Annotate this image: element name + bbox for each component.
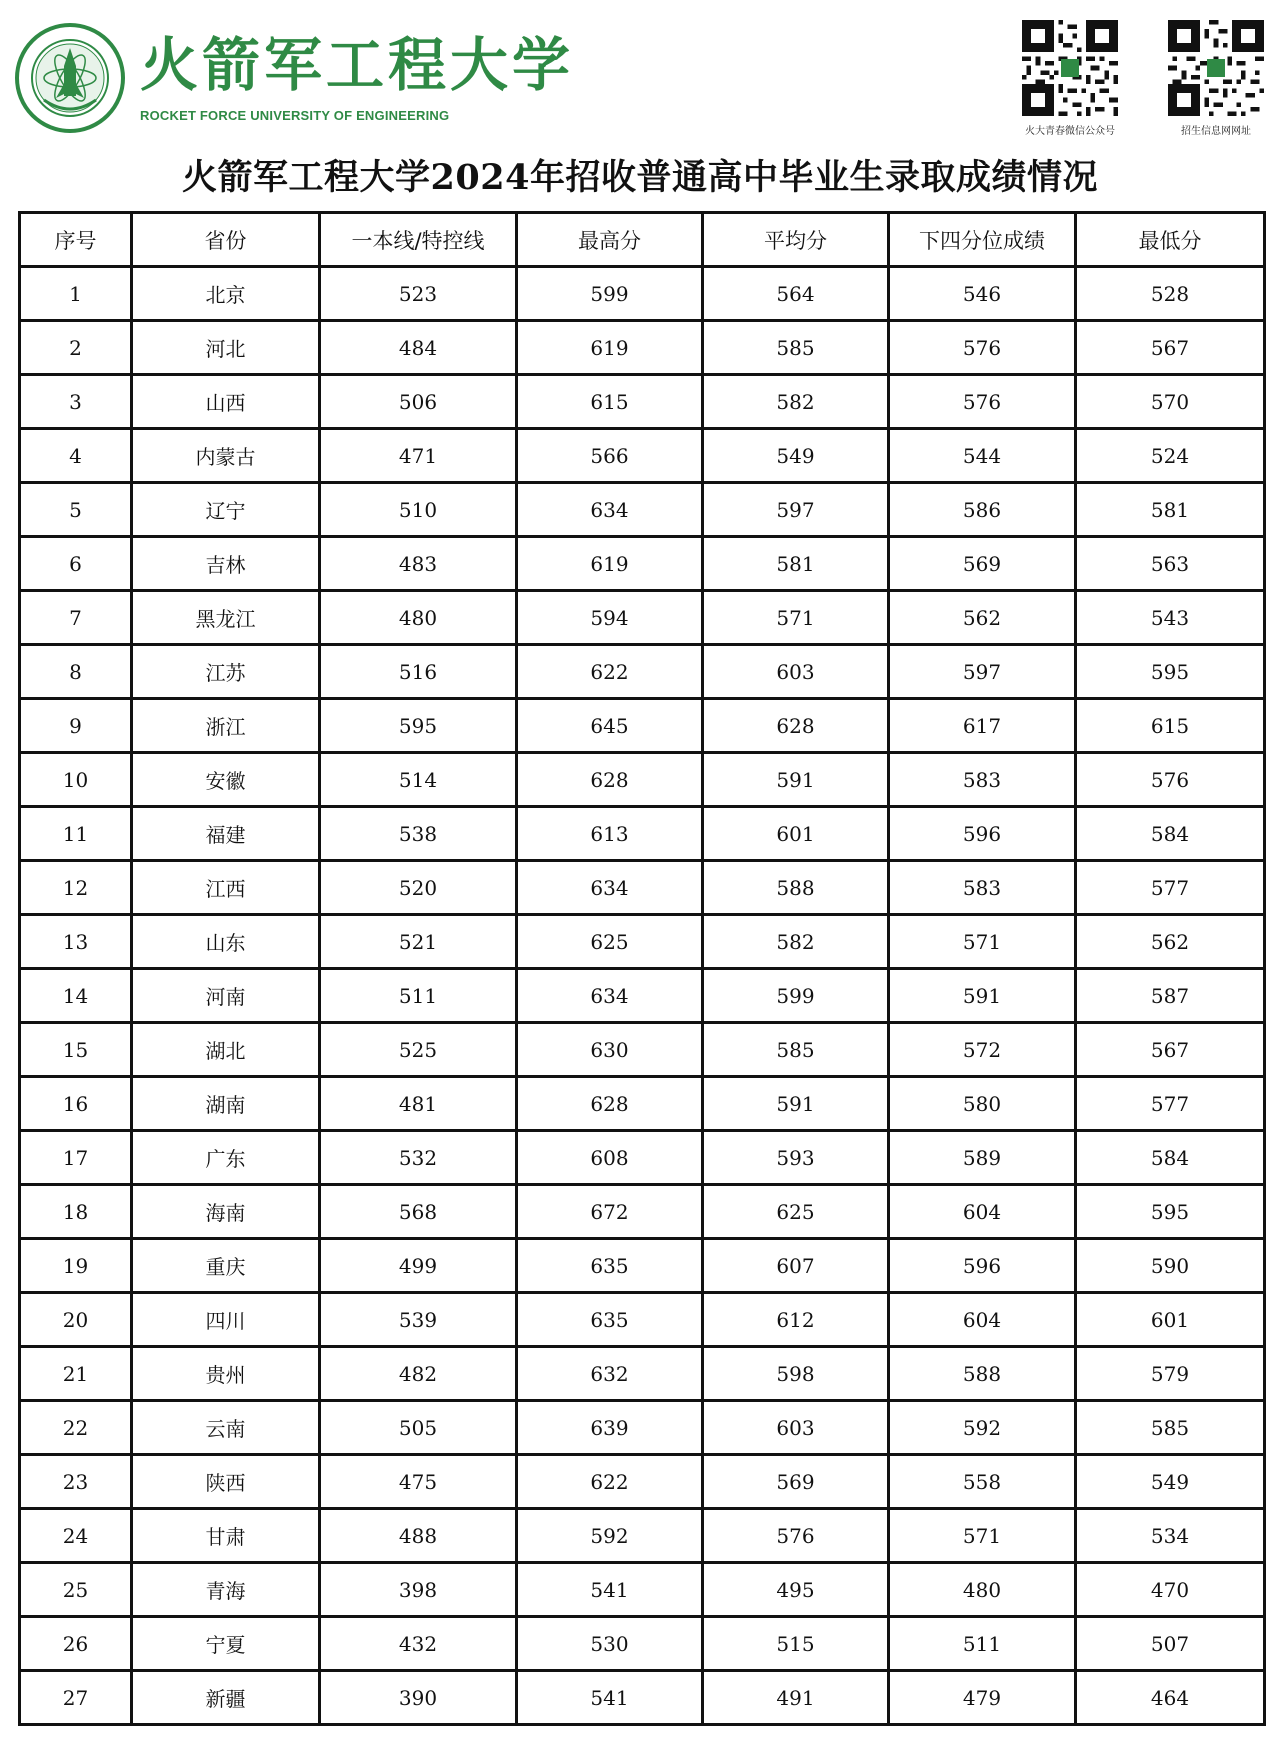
cell-min-score: 507 — [1076, 1617, 1265, 1671]
cell-avg-score: 597 — [703, 483, 889, 537]
cell-avg-score: 581 — [703, 537, 889, 591]
cell-avg-score: 598 — [703, 1347, 889, 1401]
table-row — [20, 1455, 1265, 1509]
cell-province: 安徽 — [132, 753, 320, 807]
cell-index: 10 — [20, 753, 132, 807]
cell-tier-one-line: 398 — [320, 1563, 517, 1617]
cell-province: 河北 — [132, 321, 320, 375]
cell-max-score: 622 — [517, 1455, 703, 1509]
cell-province: 陕西 — [132, 1455, 320, 1509]
cell-max-score: 541 — [517, 1671, 703, 1725]
university-seal-icon — [14, 22, 126, 134]
cell-tier-one-line: 523 — [320, 267, 517, 321]
cell-min-score: 587 — [1076, 969, 1265, 1023]
cell-province: 贵州 — [132, 1347, 320, 1401]
cell-index: 22 — [20, 1401, 132, 1455]
cell-province: 甘肃 — [132, 1509, 320, 1563]
cell-max-score: 628 — [517, 753, 703, 807]
cell-avg-score: 515 — [703, 1617, 889, 1671]
cell-max-score: 634 — [517, 483, 703, 537]
cell-tier-one-line: 506 — [320, 375, 517, 429]
qr-website-block — [1166, 20, 1266, 137]
cell-min-score: 570 — [1076, 375, 1265, 429]
cell-min-score: 543 — [1076, 591, 1265, 645]
column-header: 下四分位成绩 — [889, 213, 1076, 267]
cell-province: 重庆 — [132, 1239, 320, 1293]
qr-wechat-block — [1020, 20, 1120, 137]
cell-max-score: 541 — [517, 1563, 703, 1617]
cell-avg-score: 491 — [703, 1671, 889, 1725]
cell-tier-one-line: 511 — [320, 969, 517, 1023]
cell-min-score: 563 — [1076, 537, 1265, 591]
cell-province: 海南 — [132, 1185, 320, 1239]
cell-lower-quartile: 571 — [889, 1509, 1076, 1563]
cell-province: 黑龙江 — [132, 591, 320, 645]
table-row — [20, 1563, 1265, 1617]
cell-index: 27 — [20, 1671, 132, 1725]
school-name: 火箭军工程大学 — [140, 31, 575, 99]
cell-min-score: 464 — [1076, 1671, 1265, 1725]
cell-lower-quartile: 604 — [889, 1185, 1076, 1239]
cell-index: 23 — [20, 1455, 132, 1509]
cell-index: 26 — [20, 1617, 132, 1671]
table-row — [20, 429, 1265, 483]
cell-lower-quartile: 591 — [889, 969, 1076, 1023]
table-row — [20, 321, 1265, 375]
cell-lower-quartile: 546 — [889, 267, 1076, 321]
table-row — [20, 267, 1265, 321]
column-header: 最低分 — [1076, 213, 1265, 267]
cell-province: 江苏 — [132, 645, 320, 699]
cell-lower-quartile: 569 — [889, 537, 1076, 591]
cell-lower-quartile: 589 — [889, 1131, 1076, 1185]
cell-tier-one-line: 483 — [320, 537, 517, 591]
cell-lower-quartile: 571 — [889, 915, 1076, 969]
table-row — [20, 1131, 1265, 1185]
cell-tier-one-line: 475 — [320, 1455, 517, 1509]
cell-max-score: 635 — [517, 1293, 703, 1347]
table-row — [20, 969, 1265, 1023]
cell-avg-score: 607 — [703, 1239, 889, 1293]
cell-max-score: 622 — [517, 645, 703, 699]
cell-province: 湖北 — [132, 1023, 320, 1077]
cell-index: 14 — [20, 969, 132, 1023]
cell-avg-score: 625 — [703, 1185, 889, 1239]
cell-min-score: 579 — [1076, 1347, 1265, 1401]
cell-lower-quartile: 572 — [889, 1023, 1076, 1077]
cell-index: 8 — [20, 645, 132, 699]
cell-avg-score: 569 — [703, 1455, 889, 1509]
cell-lower-quartile: 480 — [889, 1563, 1076, 1617]
school-name-en: ROCKET FORCE UNIVERSITY OF ENGINEERING — [140, 108, 450, 123]
table-row — [20, 807, 1265, 861]
cell-min-score: 584 — [1076, 1131, 1265, 1185]
cell-min-score: 595 — [1076, 1185, 1265, 1239]
cell-avg-score: 601 — [703, 807, 889, 861]
cell-index: 4 — [20, 429, 132, 483]
cell-index: 7 — [20, 591, 132, 645]
cell-province: 山东 — [132, 915, 320, 969]
cell-tier-one-line: 510 — [320, 483, 517, 537]
cell-avg-score: 585 — [703, 1023, 889, 1077]
cell-index: 5 — [20, 483, 132, 537]
cell-min-score: 615 — [1076, 699, 1265, 753]
scores-table-container — [18, 211, 1263, 1726]
cell-index: 12 — [20, 861, 132, 915]
cell-min-score: 549 — [1076, 1455, 1265, 1509]
cell-province: 广东 — [132, 1131, 320, 1185]
cell-tier-one-line: 471 — [320, 429, 517, 483]
cell-index: 18 — [20, 1185, 132, 1239]
cell-index: 21 — [20, 1347, 132, 1401]
cell-lower-quartile: 592 — [889, 1401, 1076, 1455]
qr-code-icon — [1022, 20, 1118, 116]
cell-min-score: 577 — [1076, 861, 1265, 915]
cell-province: 新疆 — [132, 1671, 320, 1725]
cell-tier-one-line: 516 — [320, 645, 517, 699]
cell-max-score: 592 — [517, 1509, 703, 1563]
cell-lower-quartile: 576 — [889, 375, 1076, 429]
cell-index: 19 — [20, 1239, 132, 1293]
cell-max-score: 613 — [517, 807, 703, 861]
cell-max-score: 639 — [517, 1401, 703, 1455]
cell-avg-score: 612 — [703, 1293, 889, 1347]
cell-province: 河南 — [132, 969, 320, 1023]
table-row — [20, 753, 1265, 807]
cell-min-score: 601 — [1076, 1293, 1265, 1347]
table-row — [20, 483, 1265, 537]
cell-max-score: 530 — [517, 1617, 703, 1671]
table-row — [20, 537, 1265, 591]
cell-province: 内蒙古 — [132, 429, 320, 483]
cell-avg-score: 582 — [703, 375, 889, 429]
cell-lower-quartile: 562 — [889, 591, 1076, 645]
cell-max-score: 625 — [517, 915, 703, 969]
qr-caption-website: 招生信息网网址 — [1181, 126, 1251, 137]
cell-tier-one-line: 595 — [320, 699, 517, 753]
cell-lower-quartile: 597 — [889, 645, 1076, 699]
cell-province: 浙江 — [132, 699, 320, 753]
cell-min-score: 585 — [1076, 1401, 1265, 1455]
cell-tier-one-line: 390 — [320, 1671, 517, 1725]
table-row — [20, 1239, 1265, 1293]
cell-lower-quartile: 604 — [889, 1293, 1076, 1347]
table-row — [20, 1401, 1265, 1455]
cell-max-score: 615 — [517, 375, 703, 429]
cell-index: 16 — [20, 1077, 132, 1131]
cell-avg-score: 576 — [703, 1509, 889, 1563]
table-row — [20, 1023, 1265, 1077]
cell-min-score: 567 — [1076, 321, 1265, 375]
table-row — [20, 1293, 1265, 1347]
cell-min-score: 576 — [1076, 753, 1265, 807]
page-title: 火箭军工程大学2024年招收普通高中毕业生录取成绩情况 — [182, 157, 1098, 198]
cell-tier-one-line: 499 — [320, 1239, 517, 1293]
table-header-row — [20, 213, 1265, 267]
column-header: 序号 — [20, 213, 132, 267]
cell-max-score: 619 — [517, 321, 703, 375]
cell-province: 福建 — [132, 807, 320, 861]
cell-avg-score: 588 — [703, 861, 889, 915]
cell-province: 北京 — [132, 267, 320, 321]
cell-min-score: 577 — [1076, 1077, 1265, 1131]
cell-province: 江西 — [132, 861, 320, 915]
cell-index: 25 — [20, 1563, 132, 1617]
cell-max-score: 635 — [517, 1239, 703, 1293]
cell-avg-score: 564 — [703, 267, 889, 321]
cell-avg-score: 603 — [703, 645, 889, 699]
cell-province: 宁夏 — [132, 1617, 320, 1671]
table-body — [20, 267, 1265, 1725]
cell-avg-score: 495 — [703, 1563, 889, 1617]
cell-tier-one-line: 488 — [320, 1509, 517, 1563]
table-row — [20, 915, 1265, 969]
cell-min-score: 595 — [1076, 645, 1265, 699]
cell-avg-score: 591 — [703, 753, 889, 807]
cell-max-score: 634 — [517, 861, 703, 915]
cell-min-score: 567 — [1076, 1023, 1265, 1077]
cell-tier-one-line: 481 — [320, 1077, 517, 1131]
column-header: 一本线/特控线 — [320, 213, 517, 267]
cell-province: 云南 — [132, 1401, 320, 1455]
cell-index: 1 — [20, 267, 132, 321]
cell-avg-score: 603 — [703, 1401, 889, 1455]
column-header: 平均分 — [703, 213, 889, 267]
cell-avg-score: 628 — [703, 699, 889, 753]
cell-lower-quartile: 558 — [889, 1455, 1076, 1509]
cell-index: 15 — [20, 1023, 132, 1077]
cell-min-score: 562 — [1076, 915, 1265, 969]
cell-max-score: 566 — [517, 429, 703, 483]
cell-max-score: 645 — [517, 699, 703, 753]
cell-lower-quartile: 596 — [889, 1239, 1076, 1293]
cell-min-score: 590 — [1076, 1239, 1265, 1293]
cell-index: 2 — [20, 321, 132, 375]
column-header: 省份 — [132, 213, 320, 267]
cell-avg-score: 599 — [703, 969, 889, 1023]
qr-code-icon — [1168, 20, 1264, 116]
cell-lower-quartile: 617 — [889, 699, 1076, 753]
cell-min-score: 581 — [1076, 483, 1265, 537]
table-row — [20, 861, 1265, 915]
cell-lower-quartile: 583 — [889, 753, 1076, 807]
cell-province: 辽宁 — [132, 483, 320, 537]
cell-max-score: 619 — [517, 537, 703, 591]
cell-lower-quartile: 596 — [889, 807, 1076, 861]
cell-avg-score: 582 — [703, 915, 889, 969]
cell-tier-one-line: 432 — [320, 1617, 517, 1671]
cell-min-score: 584 — [1076, 807, 1265, 861]
cell-avg-score: 593 — [703, 1131, 889, 1185]
cell-max-score: 594 — [517, 591, 703, 645]
cell-tier-one-line: 514 — [320, 753, 517, 807]
cell-province: 湖南 — [132, 1077, 320, 1131]
cell-index: 11 — [20, 807, 132, 861]
table-row — [20, 1509, 1265, 1563]
cell-min-score: 534 — [1076, 1509, 1265, 1563]
cell-tier-one-line: 482 — [320, 1347, 517, 1401]
qr-caption-wechat: 火大青春微信公众号 — [1025, 126, 1115, 137]
cell-lower-quartile: 588 — [889, 1347, 1076, 1401]
table-row — [20, 1671, 1265, 1725]
cell-max-score: 628 — [517, 1077, 703, 1131]
admission-scores-table — [18, 211, 1266, 1726]
cell-tier-one-line: 484 — [320, 321, 517, 375]
cell-index: 9 — [20, 699, 132, 753]
cell-tier-one-line: 568 — [320, 1185, 517, 1239]
cell-tier-one-line: 480 — [320, 591, 517, 645]
cell-lower-quartile: 583 — [889, 861, 1076, 915]
cell-tier-one-line: 538 — [320, 807, 517, 861]
table-row — [20, 699, 1265, 753]
cell-tier-one-line: 539 — [320, 1293, 517, 1347]
cell-index: 20 — [20, 1293, 132, 1347]
table-row — [20, 591, 1265, 645]
cell-tier-one-line: 521 — [320, 915, 517, 969]
cell-min-score: 470 — [1076, 1563, 1265, 1617]
cell-max-score: 634 — [517, 969, 703, 1023]
cell-min-score: 524 — [1076, 429, 1265, 483]
cell-max-score: 632 — [517, 1347, 703, 1401]
cell-tier-one-line: 532 — [320, 1131, 517, 1185]
cell-index: 3 — [20, 375, 132, 429]
cell-avg-score: 591 — [703, 1077, 889, 1131]
cell-max-score: 672 — [517, 1185, 703, 1239]
cell-province: 吉林 — [132, 537, 320, 591]
page-header — [0, 0, 1280, 140]
table-row — [20, 645, 1265, 699]
cell-max-score: 599 — [517, 267, 703, 321]
cell-lower-quartile: 580 — [889, 1077, 1076, 1131]
cell-index: 6 — [20, 537, 132, 591]
cell-min-score: 528 — [1076, 267, 1265, 321]
cell-tier-one-line: 505 — [320, 1401, 517, 1455]
cell-index: 13 — [20, 915, 132, 969]
table-row — [20, 1185, 1265, 1239]
cell-lower-quartile: 511 — [889, 1617, 1076, 1671]
table-row — [20, 1617, 1265, 1671]
cell-max-score: 630 — [517, 1023, 703, 1077]
table-row — [20, 1077, 1265, 1131]
cell-province: 青海 — [132, 1563, 320, 1617]
cell-avg-score: 549 — [703, 429, 889, 483]
cell-index: 24 — [20, 1509, 132, 1563]
cell-lower-quartile: 576 — [889, 321, 1076, 375]
cell-avg-score: 571 — [703, 591, 889, 645]
cell-lower-quartile: 586 — [889, 483, 1076, 537]
cell-avg-score: 585 — [703, 321, 889, 375]
cell-province: 山西 — [132, 375, 320, 429]
table-row — [20, 1347, 1265, 1401]
table-row — [20, 375, 1265, 429]
cell-tier-one-line: 525 — [320, 1023, 517, 1077]
cell-index: 17 — [20, 1131, 132, 1185]
cell-lower-quartile: 479 — [889, 1671, 1076, 1725]
column-header: 最高分 — [517, 213, 703, 267]
cell-max-score: 608 — [517, 1131, 703, 1185]
cell-province: 四川 — [132, 1293, 320, 1347]
cell-lower-quartile: 544 — [889, 429, 1076, 483]
cell-tier-one-line: 520 — [320, 861, 517, 915]
